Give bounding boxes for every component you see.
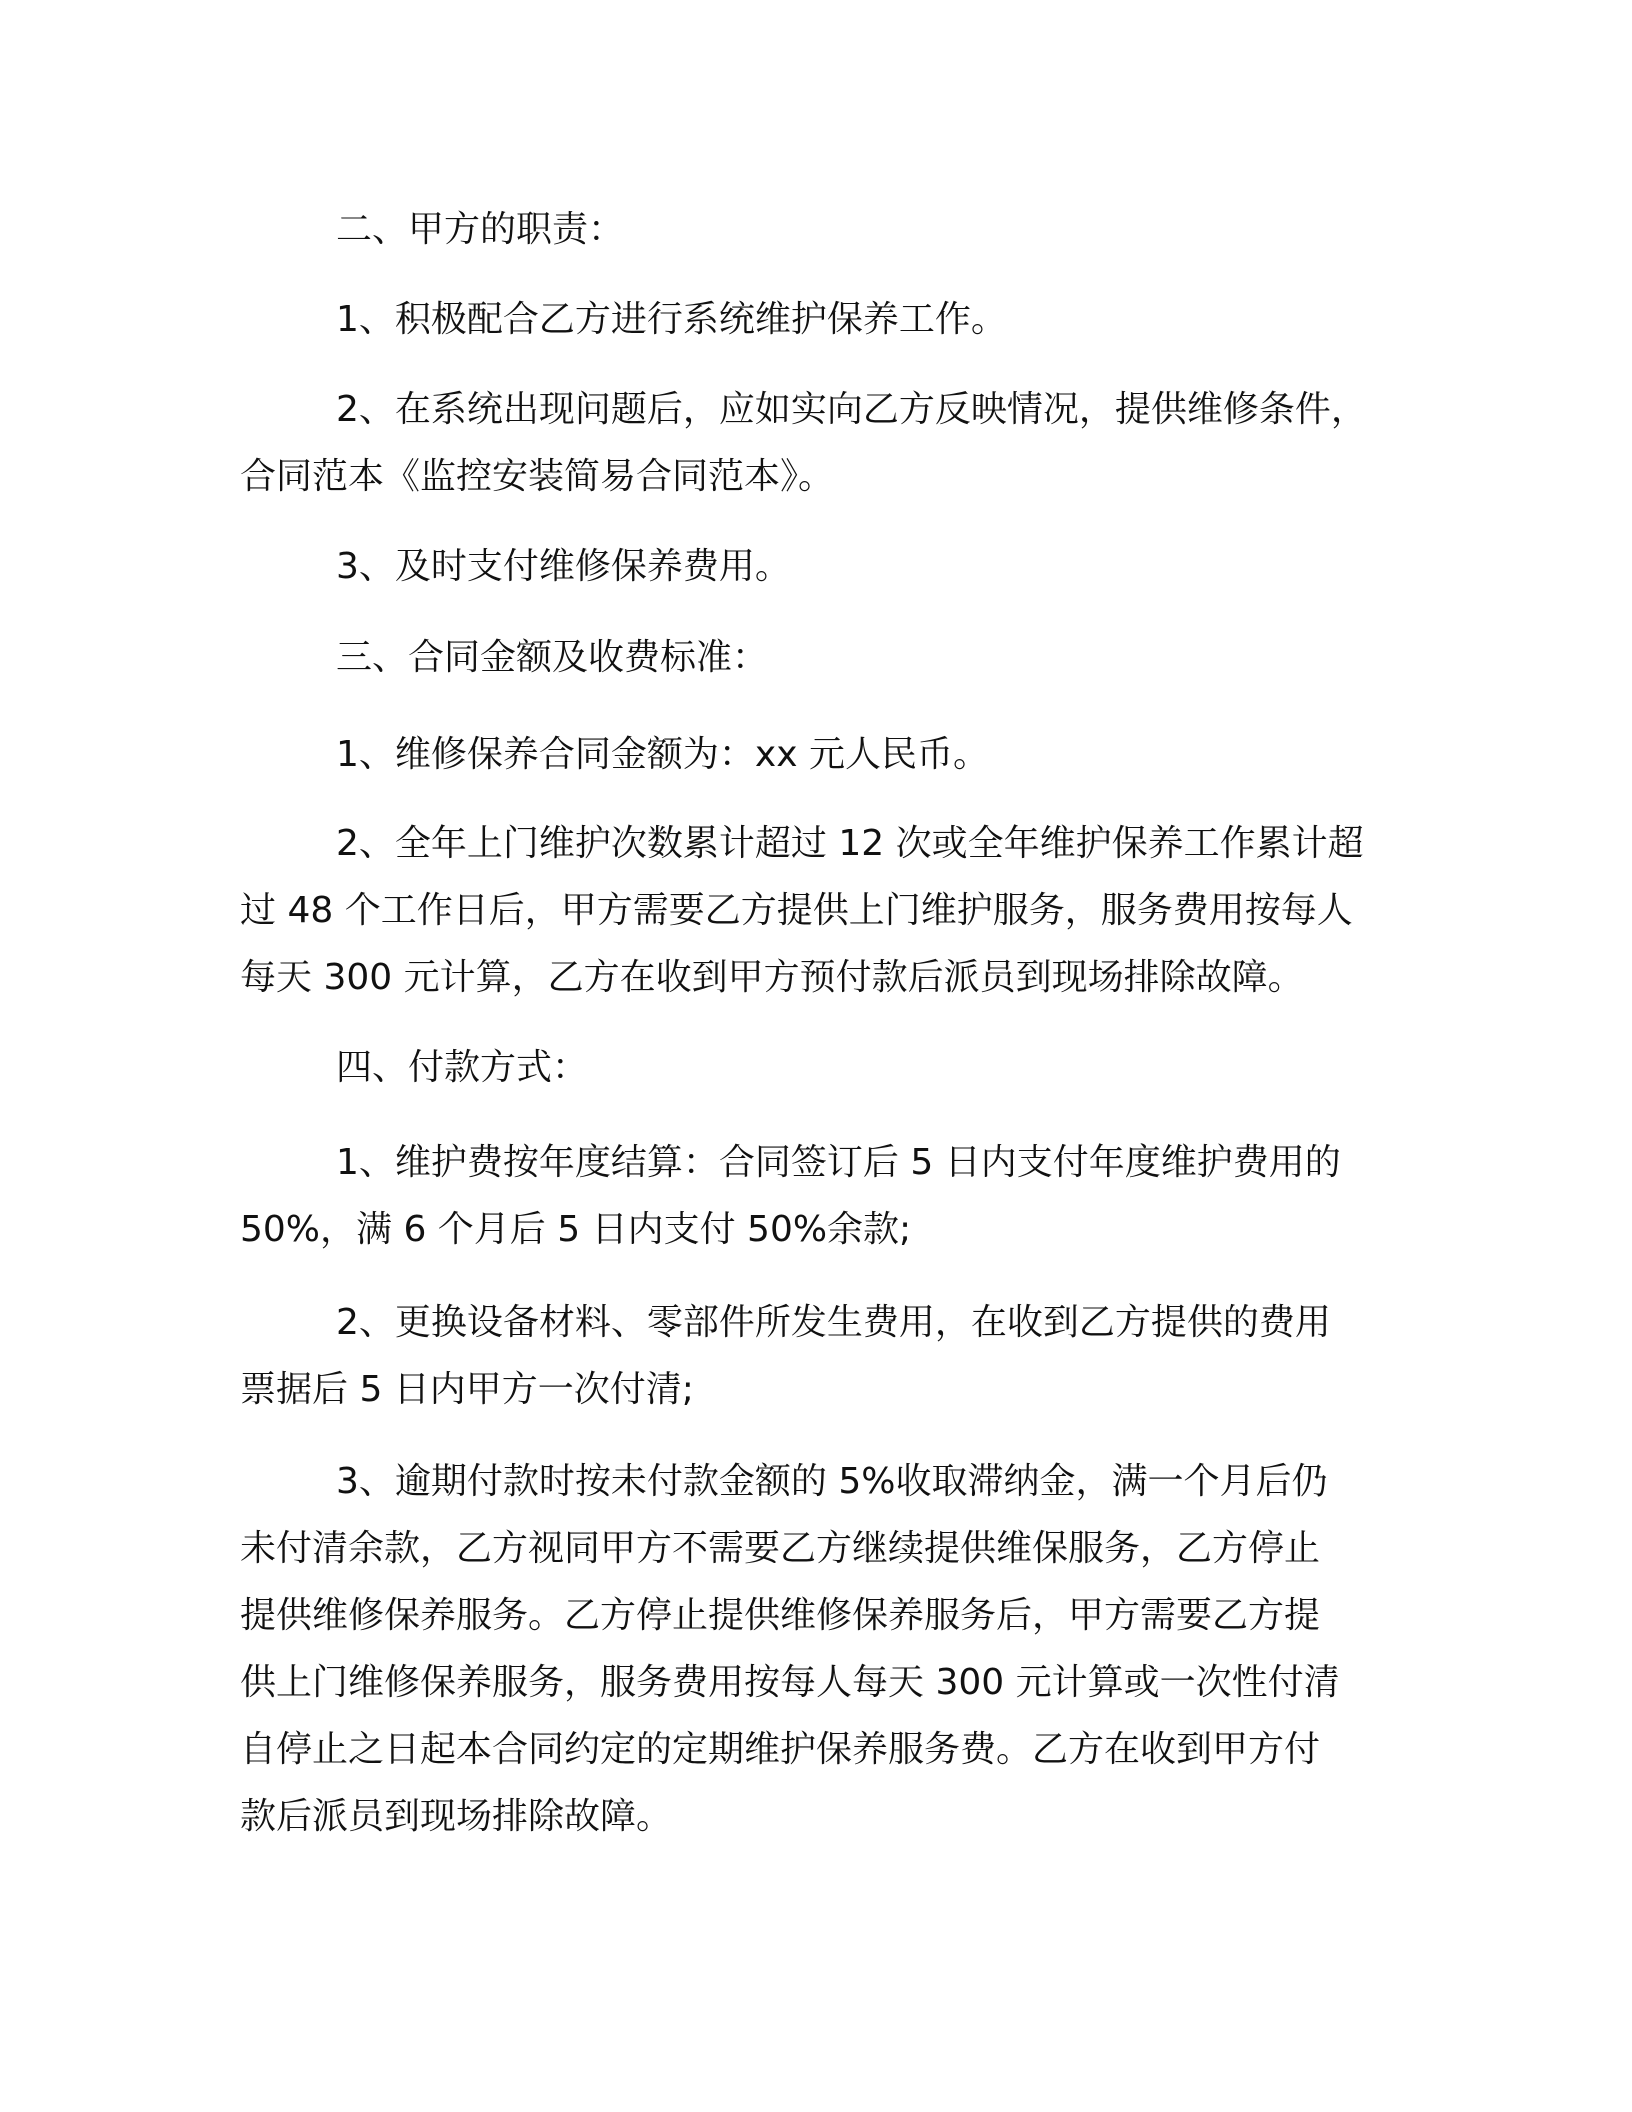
text-line: 款后派员到现场排除故障。 <box>240 1796 673 1837</box>
text-line: 合同范本《监控安装简易合同范本》。 <box>240 456 835 497</box>
paragraph-a1 <box>240 286 1385 353</box>
text-line: 3、及时支付维修保养费用。 <box>336 546 791 587</box>
paragraph-b1 <box>240 721 1385 788</box>
section-heading-payment-method <box>240 1034 1385 1101</box>
paragraph-c3 <box>240 1448 1385 1850</box>
section-heading-contract-amount <box>240 624 1385 691</box>
text-line: 四、付款方式： <box>336 1047 589 1088</box>
paragraph-a3 <box>240 533 1385 600</box>
paragraph-c1 <box>240 1129 1385 1263</box>
text-line: 未付清余款，乙方视同甲方不需要乙方继续提供维保服务，乙方停止 <box>240 1528 1321 1569</box>
text-line: 50%，满 6 个月后 5 日内支付 50%余款; <box>240 1209 912 1250</box>
section-heading-party-a-duties <box>240 196 1385 263</box>
text-line: 2、全年上门维护次数累计超过 12 次或全年维护保养工作累计超 <box>336 823 1364 864</box>
text-line: 二、甲方的职责： <box>336 209 625 250</box>
paragraph-b2 <box>240 810 1385 1011</box>
text-line: 自停止之日起本合同约定的定期维护保养服务费。乙方在收到甲方付 <box>240 1729 1321 1770</box>
text-line: 2、更换设备材料、零部件所发生费用，在收到乙方提供的费用 <box>336 1302 1331 1343</box>
text-line: 供上门维修保养服务，服务费用按每人每天 300 元计算或一次性付清 <box>240 1662 1340 1703</box>
text-line: 过 48 个工作日后，甲方需要乙方提供上门维护服务，服务费用按每人 <box>240 890 1353 931</box>
text-line: 提供维修保养服务。乙方停止提供维修保养服务后，甲方需要乙方提 <box>240 1595 1321 1636</box>
text-line: 三、合同金额及收费标准： <box>336 637 769 678</box>
text-line: 票据后 5 日内甲方一次付清; <box>240 1369 694 1410</box>
text-line: 3、逾期付款时按未付款金额的 5%收取滞纳金，满一个月后仍 <box>336 1461 1328 1502</box>
text-line: 1、维修保养合同金额为：xx 元人民币。 <box>336 734 989 775</box>
text-line: 2、在系统出现问题后，应如实向乙方反映情况，提供维修条件， <box>336 389 1367 430</box>
paragraph-a2 <box>240 376 1385 510</box>
text-line: 每天 300 元计算，乙方在收到甲方预付款后派员到现场排除故障。 <box>240 957 1304 998</box>
text-line: 1、积极配合乙方进行系统维护保养工作。 <box>336 299 1007 340</box>
text-line: 1、维护费按年度结算：合同签订后 5 日内支付年度维护费用的 <box>336 1142 1341 1183</box>
paragraph-c2 <box>240 1289 1385 1423</box>
